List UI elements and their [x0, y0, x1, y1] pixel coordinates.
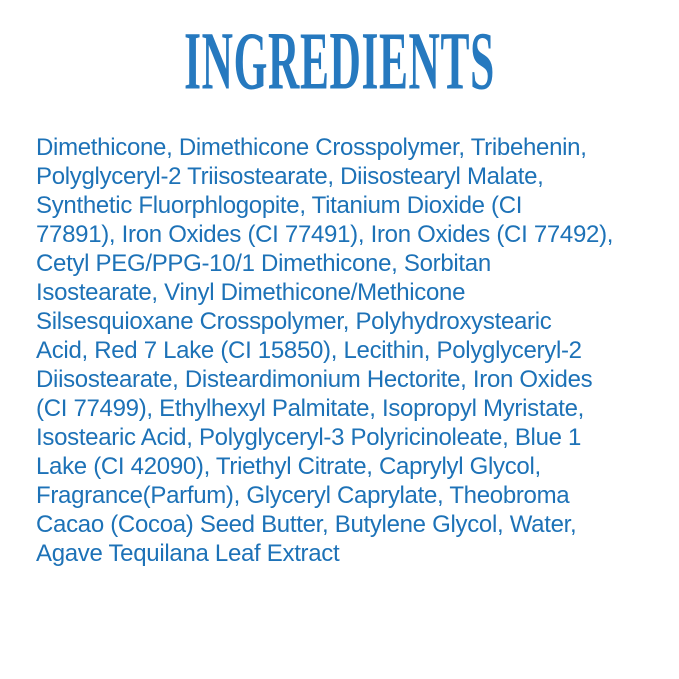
ingredients-line: Dimethicone, Dimethicone Crosspolymer, Tribehenin,: [36, 134, 587, 161]
ingredients-line: Fragrance(Parfum), Glyceryl Caprylate, Theobroma: [36, 482, 570, 509]
ingredients-line: 77891), Iron Oxides (CI 77491), Iron Oxides (CI 77492),: [36, 221, 614, 248]
ingredients-line: Silsesquioxane Crosspolymer, Polyhydroxystearic: [36, 308, 552, 335]
ingredients-text: [36, 133, 659, 568]
ingredients-line: Cetyl PEG/PPG-10/1 Dimethicone, Sorbitan: [36, 250, 491, 277]
ingredients-line: Isostearate, Vinyl Dimethicone/Methicone: [36, 279, 466, 306]
ingredients-line: Isostearic Acid, Polyglyceryl-3 Polyricinoleate, Blue 1: [36, 424, 582, 451]
ingredients-line: Lake (CI 42090), Triethyl Citrate, Caprylyl Glycol,: [36, 453, 541, 480]
ingredients-line: (CI 77499), Ethylhexyl Palmitate, Isopropyl Myristate,: [36, 395, 585, 422]
ingredients-line: Synthetic Fluorphlogopite, Titanium Dioxide (CI: [36, 192, 523, 219]
ingredients-line: Acid, Red 7 Lake (CI 15850), Lecithin, Polyglyceryl-2: [36, 337, 582, 364]
ingredients-line: Cacao (Cocoa) Seed Butter, Butylene Glycol, Water,: [36, 511, 577, 538]
ingredients-line: Polyglyceryl-2 Triisostearate, Diisostearyl Malate,: [36, 163, 544, 190]
ingredients-line: Diisostearate, Disteardimonium Hectorite, Iron Oxides: [36, 366, 593, 393]
ingredients-title: INGREDIENTS: [184, 16, 495, 108]
ingredients-line: Agave Tequilana Leaf Extract: [36, 540, 340, 567]
